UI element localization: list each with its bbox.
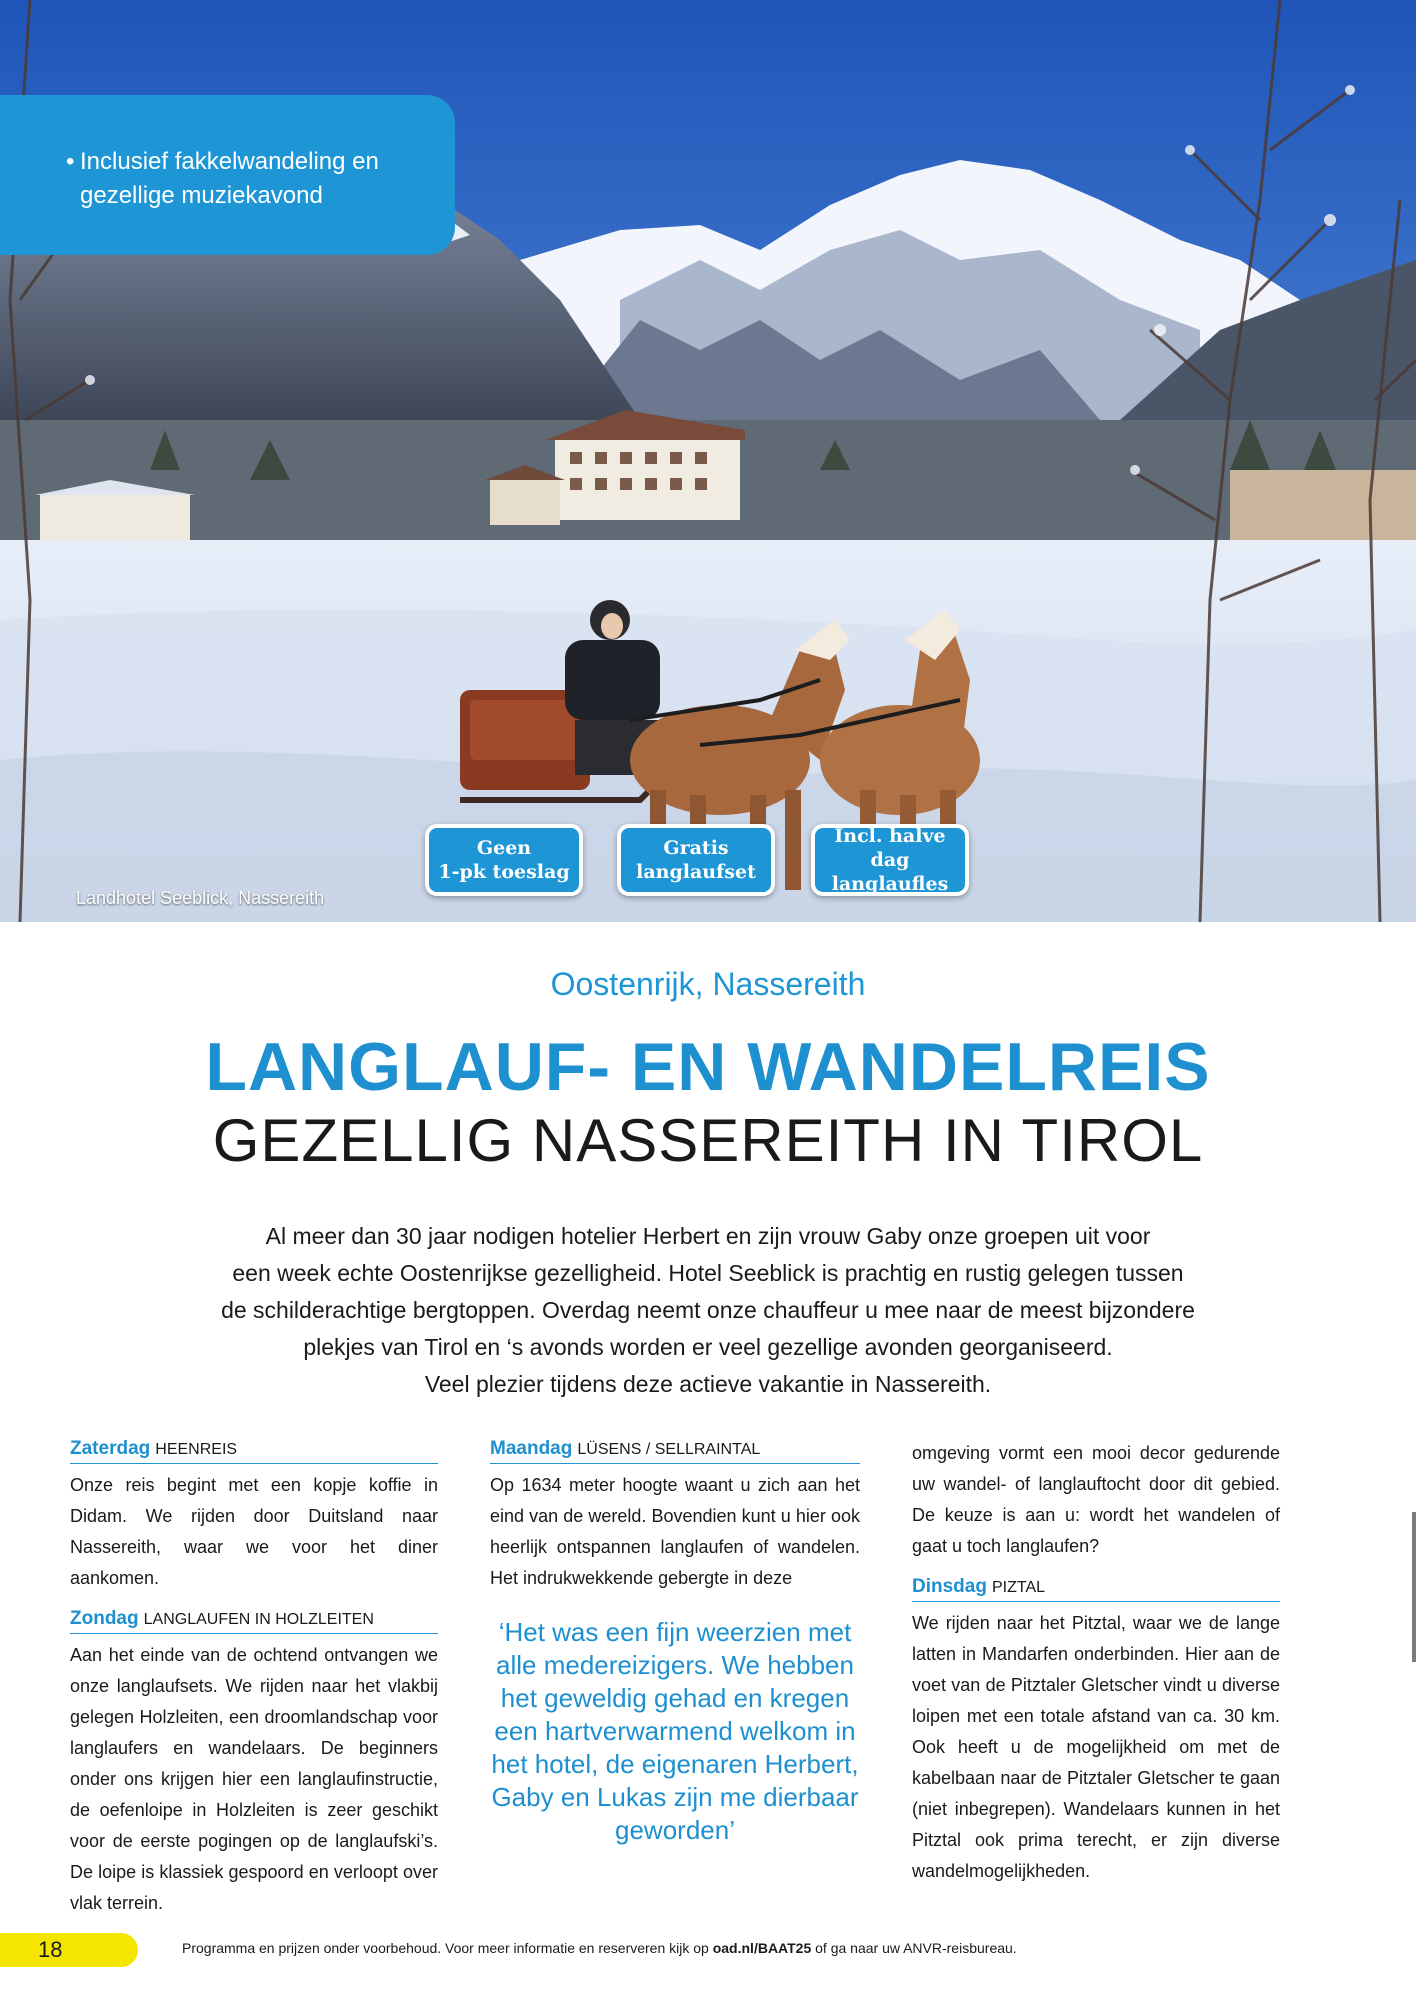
page-number: 18: [0, 1933, 138, 1967]
day-heading-maandag: [490, 1438, 860, 1464]
day-name: Dinsdag: [912, 1576, 987, 1597]
column-right: [912, 1438, 1280, 1887]
day-name: Zondag: [70, 1608, 139, 1629]
day-text-maandag-continued: omgeving vormt een mooi decor gedurende uw wandel- of langlauftocht door dit gebied. De keuze is aan u: wordt het wandelen of gaat u toch langlaufen?: [912, 1443, 1280, 1556]
badge-free-langlaufset: [617, 824, 775, 896]
badge-line-1: Incl. halve dag: [834, 825, 946, 871]
badge-line-2: 1-pk toeslag: [438, 861, 570, 883]
badge-langlauf-lesson: [811, 824, 969, 896]
intro-line: plekjes van Tirol en ‘s avonds worden er veel gezellige avonden georganiseerd.: [303, 1334, 1113, 1360]
page-subtitle: GEZELLIG NASSEREITH IN TIROL: [212, 1107, 1204, 1174]
day-heading-zondag: [70, 1608, 438, 1634]
promo-line-2: gezellige muziekavond: [80, 182, 323, 209]
promo-text: [80, 145, 431, 213]
intro-line: Al meer dan 30 jaar nodigen hotelier Herbert en zijn vrouw Gaby onze groepen uit voor: [265, 1223, 1151, 1249]
intro-paragraph: [130, 1218, 1286, 1403]
day-name: Maandag: [490, 1438, 573, 1459]
day-heading-zaterdag: [70, 1438, 438, 1464]
footer-link[interactable]: oad.nl/BAAT25: [712, 1940, 812, 1956]
day-topic: LANGLAUFEN IN HOLZLEITEN: [143, 1611, 374, 1628]
day-text-zaterdag: Onze reis begint met een kopje koffie in Didam. We rijden door Duitsland naar Nassereith, waar we voor het diner aankomen.: [70, 1475, 438, 1588]
page-edge-marker: [1412, 1512, 1416, 1662]
footer-text: Programma en prijzen onder voorbehoud. Voor meer informatie en reserveren kijk op: [182, 1940, 713, 1956]
column-left: [70, 1438, 438, 1919]
day-heading-dinsdag: [912, 1576, 1280, 1602]
day-text-dinsdag: We rijden naar het Pitztal, waar we de lange latten in Mandarfen onderbinden. Hier aan de voet van de Pitztaler Gletscher vindt u diverse loipen met een totale afstand van ca. 30 km. Ook heeft u de mogelijkheid om met de kabelbaan naar de Pitztaler Gletscher te gaan (niet inbegrepen). Wandelaars kunnen in het Pitztal ook prima terecht, er zijn diverse wandelmogelijkheden.: [912, 1613, 1280, 1881]
intro-line: een week echte Oostenrijkse gezelligheid. Hotel Seeblick is prachtig en rustig gelegen tussen: [232, 1260, 1184, 1286]
day-topic: PIZTAL: [991, 1579, 1046, 1596]
intro-line: de schilderachtige bergtoppen. Overdag neemt onze chauffeur u mee naar de meest bijzondere: [221, 1297, 1195, 1323]
hero-photo: [0, 0, 1416, 922]
badge-single-room: [425, 824, 583, 896]
badge-line-1: Gratis: [663, 837, 729, 859]
day-text-zondag: Aan het einde van de ochtend ontvangen we onze langlaufsets. We rijden naar het vlakbij gelegen Holzleiten, een droomlandschap voor langlaufers en wandelaars. De beginners onder ons krijgen hier een langlaufinstructie, de oefenloipe in Holzleiten is zeer geschikt voor de eerste pogingen op de langlaufski’s. De loipe is klassiek gespoord en verloopt over vlak terrein.: [70, 1645, 438, 1913]
promo-box: [0, 95, 455, 255]
column-middle: [490, 1438, 860, 1594]
footer-text-end: of ga naar uw ANVR-reisbureau.: [811, 1940, 1017, 1956]
badge-line-2: langlaufset: [636, 861, 756, 883]
day-topic: HEENREIS: [155, 1441, 238, 1458]
intro-line: Veel plezier tijdens deze actieve vakantie in Nassereith.: [424, 1371, 992, 1397]
photo-caption: Landhotel Seeblick, Nassereith: [76, 888, 325, 908]
promo-bullet: •: [66, 148, 75, 175]
region-label: Oostenrijk, Nassereith: [550, 966, 866, 1002]
testimonial-quote: ‘Het was een fijn weerzien met alle medereizigers. We hebben het geweldig gehad en kregen een hartverwarmend welkom in het hotel, de eigenaren Herbert, Gaby en Lukas zijn me dierbaar geworden’: [491, 1617, 859, 1845]
badge-line-1: Geen: [476, 837, 532, 859]
badge-line-2: langlaufles: [831, 873, 949, 895]
footer-note: [182, 1940, 1017, 1956]
day-topic: LÜSENS / SELLRAINTAL: [577, 1441, 761, 1458]
page-title: LANGLAUF- EN WANDELREIS: [205, 1029, 1211, 1105]
day-text-maandag: Op 1634 meter hoogte waant u zich aan het eind van de wereld. Bovendien kunt u hier ook heerlijk ontspannen langlaufen of wandelen. Het indrukwekkende gebergte in deze: [490, 1475, 860, 1588]
day-name: Zaterdag: [70, 1438, 151, 1459]
promo-line-1: Inclusief fakkelwandeling en: [80, 148, 379, 175]
